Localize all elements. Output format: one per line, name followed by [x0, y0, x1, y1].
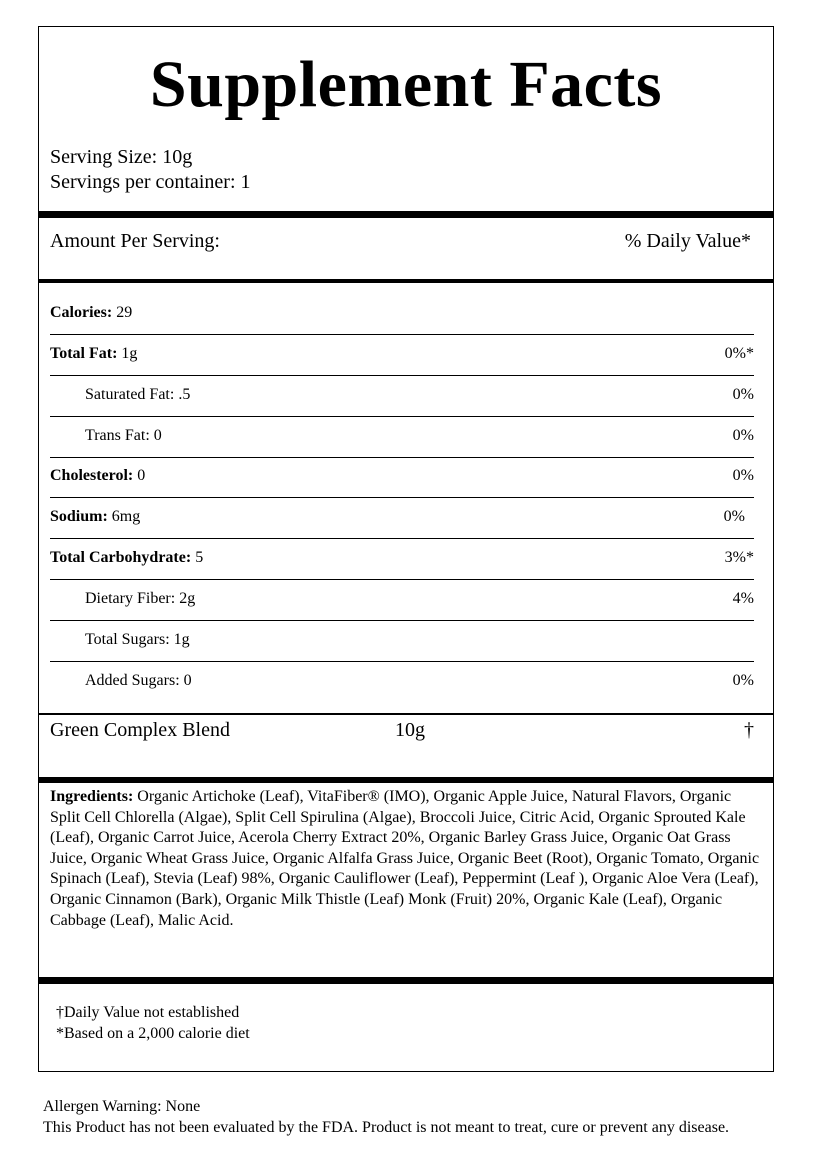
panel-title: Supplement Facts — [149, 48, 663, 121]
footnote-calorie: *Based on a 2,000 calorie diet — [56, 1025, 250, 1042]
bottom-notes — [43, 1096, 729, 1138]
ingredients-label: Ingredients: — [50, 788, 134, 805]
nutrient-row-trans-fat — [50, 417, 754, 458]
nutrient-dv: 3%* — [724, 549, 754, 566]
serving-size: Serving Size: 10g — [50, 146, 193, 168]
nutrient-row-added-sugars — [50, 662, 754, 703]
nutrient-label: Dietary Fiber: 2g — [85, 590, 196, 607]
nutrient-dv: 0% — [732, 386, 754, 403]
nutrient-row-total-carbohydrate — [50, 539, 754, 580]
thick-divider — [39, 977, 773, 984]
amount-per-serving-label: Amount Per Serving: — [50, 230, 220, 252]
thick-divider — [39, 211, 773, 218]
nutrient-row-saturated-fat — [50, 376, 754, 417]
nutrient-label: Cholesterol: 0 — [50, 467, 146, 484]
nutrient-label: Total Sugars: 1g — [85, 631, 190, 648]
nutrient-row-calories — [50, 294, 754, 335]
allergen-warning: Allergen Warning: None — [43, 1098, 201, 1115]
thin-divider — [39, 713, 773, 715]
amount-header — [50, 230, 751, 253]
nutrient-label: Saturated Fat: .5 — [85, 386, 191, 403]
nutrient-label: Added Sugars: 0 — [85, 672, 192, 689]
ingredients-text — [50, 787, 760, 931]
nutrient-row-sodium — [50, 498, 754, 539]
nutrient-label: Sodium: 6mg — [50, 508, 141, 525]
nutrient-label: Calories: 29 — [50, 304, 133, 321]
nutrient-label: Total Fat: 1g — [50, 345, 138, 362]
footnotes — [56, 1002, 250, 1044]
fda-disclaimer: This Product has not been evaluated by the FDA. Product is not meant to treat, cure or prevent any disease. — [43, 1119, 730, 1136]
blend-name: Green Complex Blend — [50, 719, 230, 741]
nutrient-dv: 0% — [732, 427, 754, 444]
nutrient-label: Total Carbohydrate: 5 — [50, 549, 204, 566]
nutrient-row-dietary-fiber — [50, 580, 754, 621]
nutrient-dv: 0%* — [724, 345, 754, 362]
nutrient-dv: 4% — [732, 590, 754, 607]
footnote-dagger: †Daily Value not established — [56, 1004, 240, 1021]
thick-divider — [39, 777, 773, 783]
supplement-facts-panel — [38, 26, 774, 1072]
nutrient-dv: 0% — [732, 467, 754, 484]
servings-per-container: Servings per container: 1 — [50, 171, 251, 193]
ingredients-list: Organic Artichoke (Leaf), VitaFiber® (IMO), Organic Apple Juice, Natural Flavors, Organic Split Cell Chlorella (Algae), Split Cell Spirulina (Algae), Broccoli Juice, Citric Acid, Organic Sprouted Kale (Leaf), Organic Carrot Juice, Acerola Cherry Extract 20%, Organic Barley Grass Juice, Organic Oat Grass Juice, Organic Wheat Grass Juice, Organic Alfalfa Grass Juice, Organic Beet (Root), Organic Tomato, Organic Spinach (Leaf), Stevia (Leaf) 98%, Organic Cauliflower (Leaf), Peppermint (Leaf ), Organic Aloe Vera (Leaf), Organic Cinnamon (Bark), Organic Milk Thistle (Leaf) Monk (Fruit) 20%, Organic Kale (Leaf), Organic Cabbage (Leaf), Malic Acid. — [50, 788, 760, 929]
blend-dv: † — [744, 719, 754, 741]
nutrient-label: Trans Fat: 0 — [85, 427, 162, 444]
nutrient-row-total-fat — [50, 335, 754, 376]
serving-info — [50, 145, 251, 195]
nutrient-row-cholesterol — [50, 457, 754, 498]
medium-divider — [39, 279, 773, 283]
nutrient-row-total-sugars — [50, 621, 754, 662]
blend-amount: 10g — [395, 719, 425, 741]
nutrient-dv: 0% — [732, 672, 754, 689]
nutrient-dv: 0% — [723, 508, 745, 525]
daily-value-label: % Daily Value* — [624, 230, 751, 252]
